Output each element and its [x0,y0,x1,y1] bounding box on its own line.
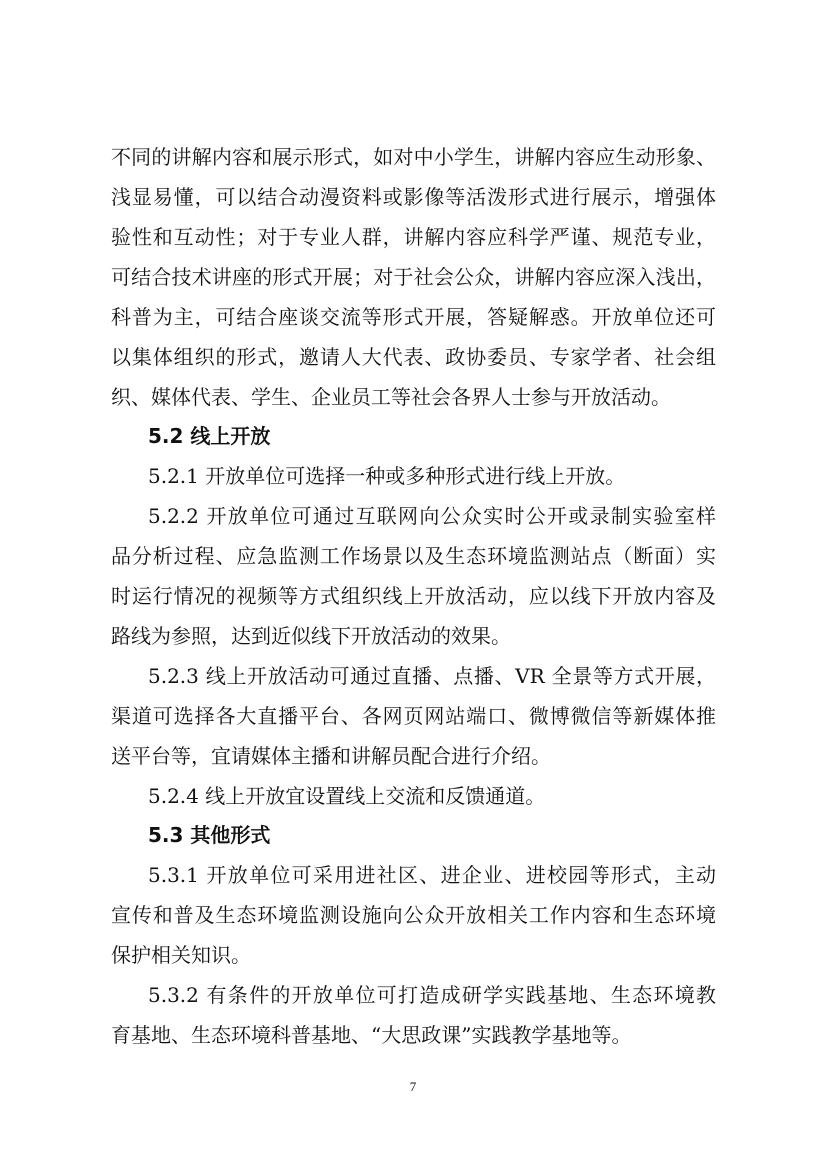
paragraph-line: 科普为主，可结合座谈交流等形式开展，答疑解惑。开放单位还可 [111,305,716,329]
paragraph-line: 以集体组织的形式，邀请人大代表、政协委员、专家学者、社会组 [111,345,716,369]
paragraph-line: 育基地、生态环境科普基地、“大思政课”实践教学基地等。 [111,1023,632,1047]
clause-line: 5.2.3 线上开放活动可通过直播、点播、VR 全景等方式开展， [148,664,716,688]
section-heading: 5.3 其他形式 [148,823,271,847]
paragraph-line: 宣传和普及生态环境监测设施向公众开放相关工作内容和生态环境 [111,903,716,927]
section-heading: 5.2 线上开放 [148,424,271,448]
paragraph-line: 可结合技术讲座的形式开展；对于社会公众，讲解内容应深入浅出， [111,265,716,289]
paragraph-line: 渠道可选择各大直播平台、各网页网站端口、微博微信等新媒体推 [111,704,716,728]
paragraph-line: 送平台等，宜请媒体主播和讲解员配合进行介绍。 [111,744,551,768]
paragraph-line: 浅显易懂，可以结合动漫资料或影像等活泼形式进行展示，增强体 [111,185,716,209]
paragraph-line: 不同的讲解内容和展示形式，如对中小学生，讲解内容应生动形象、 [111,145,716,169]
paragraph-line: 验性和互动性；对于专业人群，讲解内容应科学严谨、规范专业， [111,225,716,249]
clause-line: 5.2.2 开放单位可通过互联网向公众实时公开或录制实验室样 [148,504,716,528]
clause-line: 5.3.2 有条件的开放单位可打造成研学实践基地、生态环境教 [148,983,716,1007]
clause-line: 5.2.1 开放单位可选择一种或多种形式进行线上开放。 [148,464,626,488]
paragraph-line: 品分析过程、应急监测工作场景以及生态环境监测站点（断面）实 [111,544,716,568]
paragraph-line: 织、媒体代表、学生、企业员工等社会各界人士参与开放活动。 [111,385,671,409]
clause-line: 5.2.4 线上开放宜设置线上交流和反馈通道。 [148,784,546,808]
paragraph-line: 路线为参照，达到近似线下开放活动的效果。 [111,624,511,648]
paragraph-line: 时运行情况的视频等方式组织线上开放活动，应以线下开放内容及 [111,584,716,608]
page-number: 7 [409,1079,417,1094]
clause-line: 5.3.1 开放单位可采用进社区、进企业、进校园等形式，主动 [148,863,716,887]
paragraph-line: 保护相关知识。 [111,943,251,967]
